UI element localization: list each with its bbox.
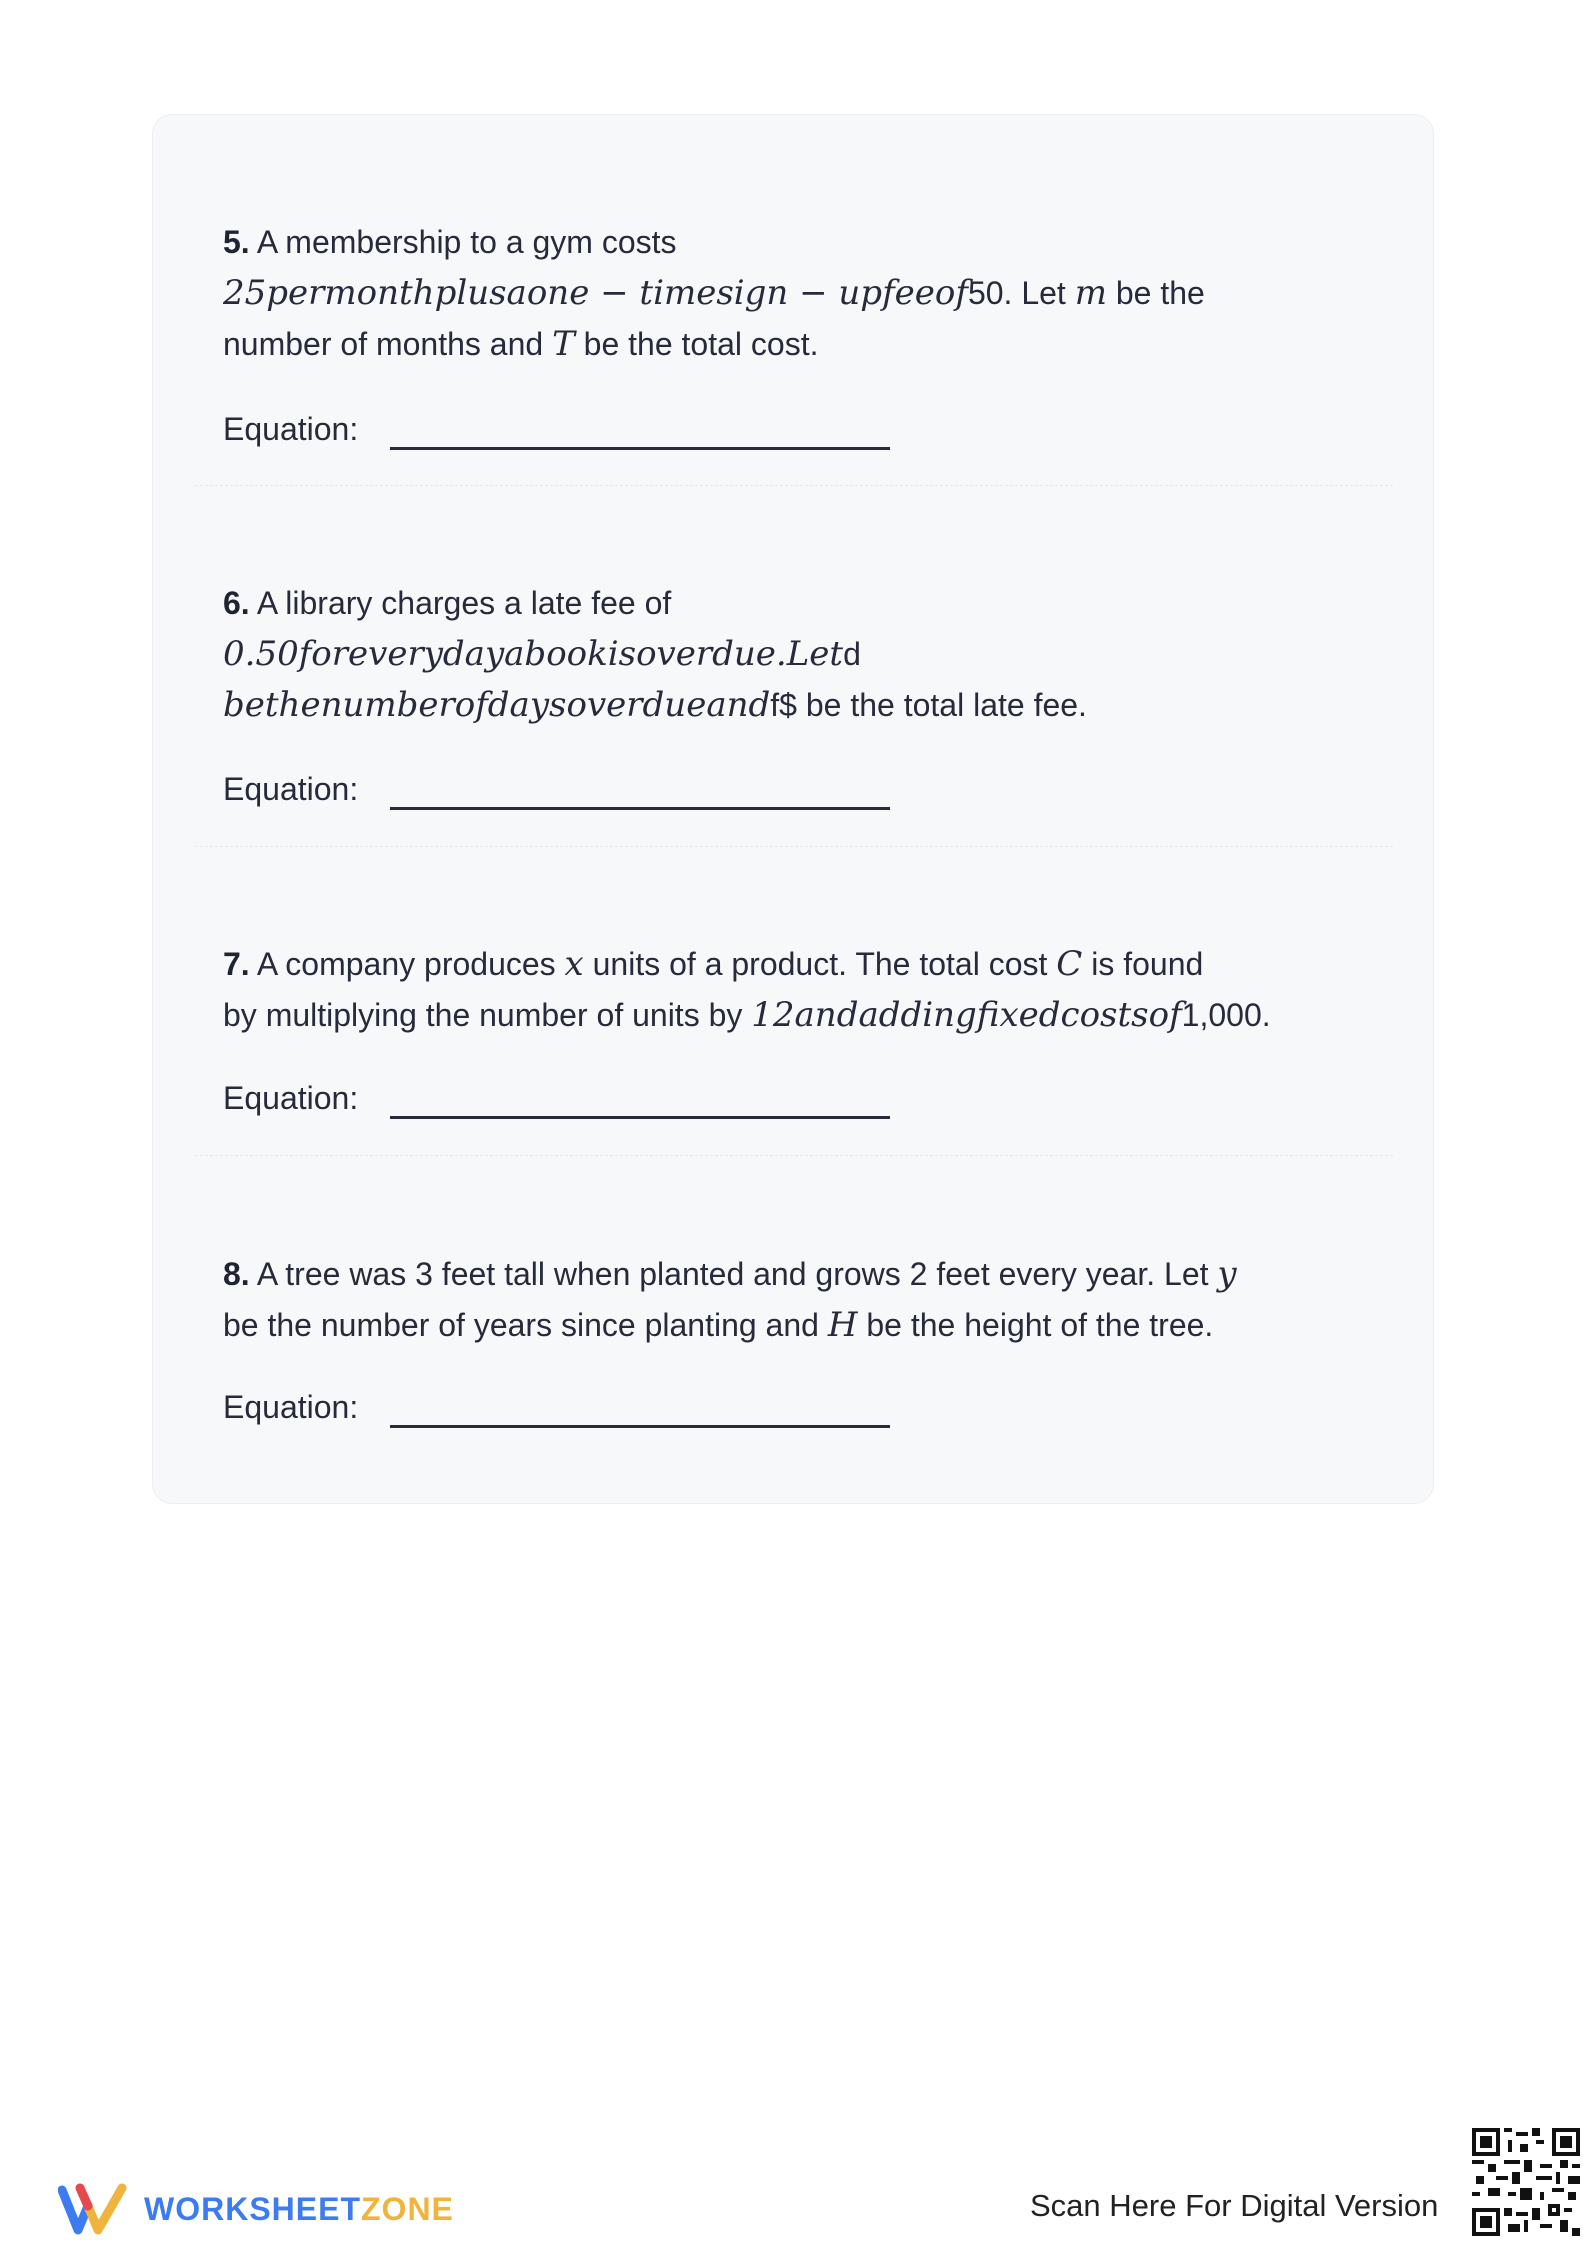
problem-text-line: A membership to a gym costs [256, 224, 677, 260]
equation-label: Equation: [223, 1080, 359, 1116]
problem-8 [223, 1249, 1363, 1425]
equation-row [223, 409, 358, 449]
qr-code-icon[interactable] [1472, 2128, 1580, 2236]
math-variable: H [827, 1305, 858, 1345]
problem-text-line: be the [1106, 275, 1205, 311]
problem-text-line: f$ be the total late fee. [770, 687, 1087, 723]
math-variable: x [564, 944, 584, 984]
math-text: bethenumberofdaysoverdueand [223, 685, 771, 725]
problem-text [223, 1249, 1363, 1351]
equation-row [223, 1387, 358, 1427]
problem-number: 8. [223, 1256, 250, 1292]
problem-text-line: by multiplying the number of units by [223, 997, 752, 1033]
problem-number: 5. [223, 224, 250, 260]
brand-name-part2: ZONE [361, 2190, 454, 2227]
equation-answer-line[interactable] [390, 1116, 890, 1119]
equation-label: Equation: [223, 771, 359, 807]
problem-number: 6. [223, 585, 250, 621]
problem-text-line: be the total cost. [574, 326, 819, 362]
problem-text-line: be the height of the tree. [857, 1307, 1214, 1343]
math-text: 12andaddingfixedcostsof [751, 995, 1182, 1035]
divider [195, 485, 1393, 486]
equation-answer-line[interactable] [390, 807, 890, 810]
problem-text-line: 1,000. [1181, 997, 1271, 1033]
math-variable: T [552, 324, 575, 364]
problem-number: 7. [223, 946, 250, 982]
divider [195, 846, 1393, 847]
problem-text [223, 939, 1363, 1041]
problem-text-line: is found [1082, 946, 1204, 982]
scan-caption: Scan Here For Digital Version [1030, 2188, 1439, 2223]
problem-text-line: A library charges a late fee of [256, 585, 672, 621]
math-variable: C [1056, 944, 1083, 984]
math-variable: m [1074, 273, 1107, 313]
brand-name-part1: WORKSHEET [144, 2190, 361, 2227]
worksheetzone-logo-icon [58, 2180, 130, 2238]
equation-row [223, 769, 358, 809]
problem-5 [223, 217, 1363, 447]
problem-text-line: d [843, 636, 861, 672]
problem-text [223, 578, 1363, 731]
problem-7 [223, 939, 1363, 1116]
brand-name [144, 2191, 454, 2228]
equation-label: Equation: [223, 1389, 359, 1425]
worksheet-card [152, 114, 1434, 1504]
divider [195, 1155, 1393, 1156]
math-text: 25permonthplusaone − timesign − upfeeof [223, 273, 968, 313]
equation-label: Equation: [223, 411, 359, 447]
problem-6 [223, 578, 1363, 807]
problem-text [223, 217, 1363, 370]
problem-text-line: units of a product. The total cost [583, 946, 1057, 982]
math-text: 0.50foreverydayabookisoverdue.Let [223, 634, 844, 674]
problem-text-line: number of months and [223, 326, 553, 362]
problem-text-line: 50. Let [967, 275, 1075, 311]
equation-answer-line[interactable] [390, 1425, 890, 1428]
equation-answer-line[interactable] [390, 447, 890, 450]
math-variable: y [1217, 1254, 1237, 1294]
problem-text-line: be the number of years since planting and [223, 1307, 828, 1343]
problem-text-line: A tree was 3 feet tall when planted and grows 2 feet every year. Let [256, 1256, 1218, 1292]
problem-text-line: A company produces [256, 946, 565, 982]
equation-row [223, 1078, 358, 1118]
brand-logo[interactable] [58, 2180, 454, 2238]
